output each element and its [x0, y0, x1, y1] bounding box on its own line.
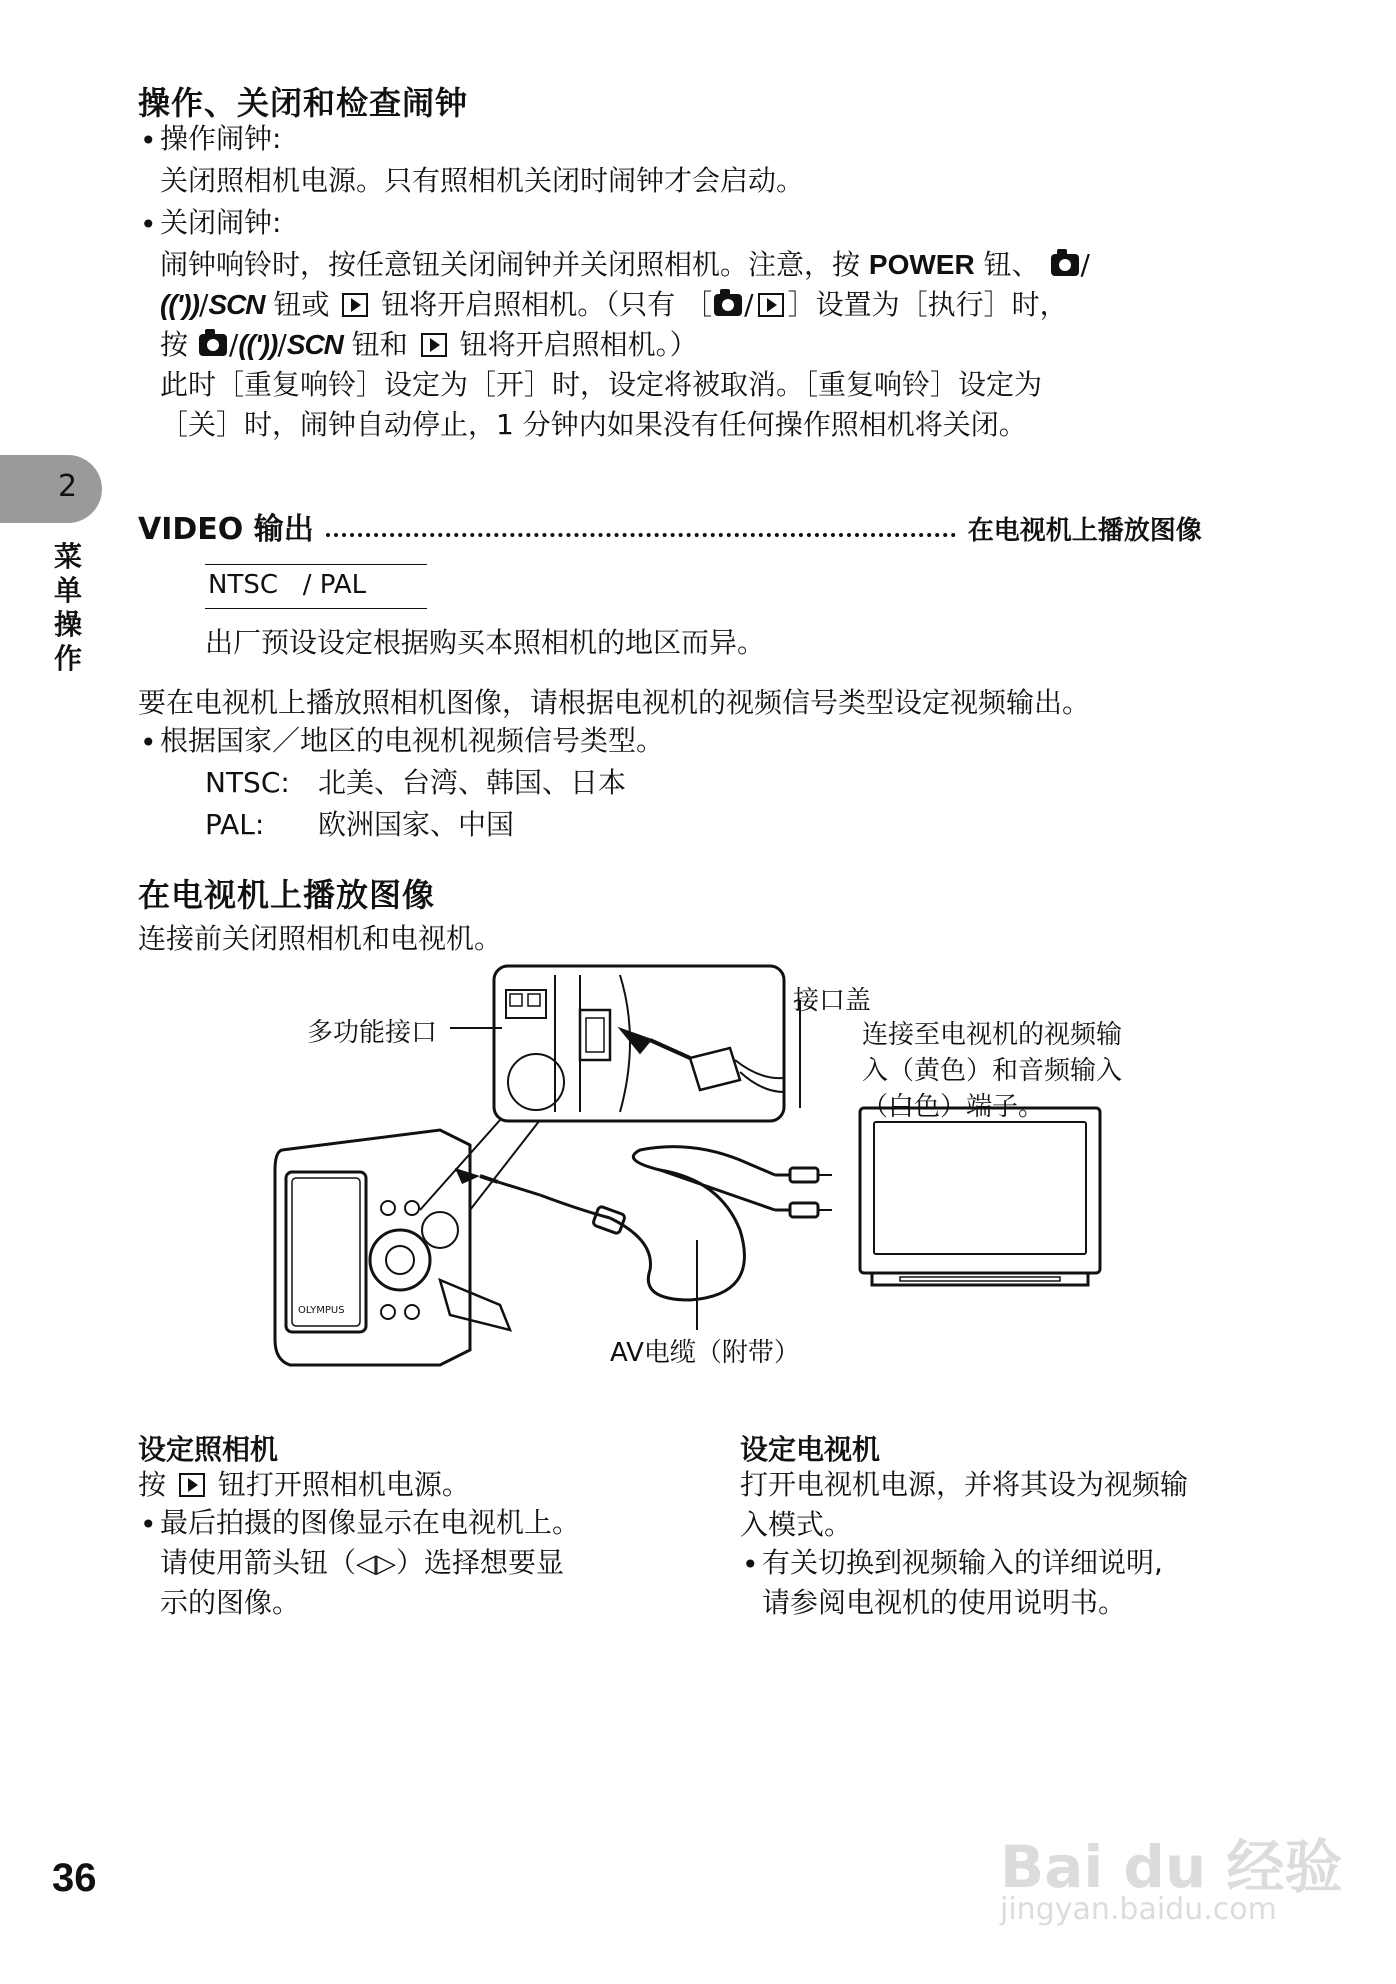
camera-illustration: [275, 1130, 510, 1365]
page-number: 36: [52, 1856, 97, 1900]
shake-icon: ((')): [160, 289, 199, 320]
label-connect-1: 连接至电视机的视频输: [862, 1020, 1123, 1050]
setup-camera-title: 设定照相机: [138, 1433, 279, 1466]
alarm-off-line-2: (('))/SCN 钮或 钮将开启照相机。（只有 ［ / ］设置为［执行］时，: [160, 288, 1068, 321]
tv-playback-title: 在电视机上播放图像: [138, 876, 436, 914]
text: 按: [138, 1468, 167, 1501]
setup-tv-line-2: 入模式。: [740, 1508, 853, 1541]
text: 闹钟响铃时，按任意钮关闭闹钟并关闭照相机。注意，按: [160, 248, 861, 281]
video-bullet: 根据国家／地区的电视机视频信号类型。: [160, 724, 665, 757]
setup-tv-b1: 有关切换到视频输入的详细说明,: [762, 1546, 1163, 1579]
camera-brand: OLYMPUS: [298, 1305, 345, 1316]
video-intro: 要在电视机上播放照相机图像，请根据电视机的视频信号类型设定视频输出。: [138, 686, 1091, 719]
tv-illustration: [860, 1108, 1100, 1285]
bullet-dot: •: [140, 124, 157, 157]
setup-tv-b2: 请参阅电视机的使用说明书。: [762, 1586, 1127, 1619]
scn-label: SCN: [286, 329, 343, 360]
text: 请使用箭头钮（: [160, 1546, 357, 1579]
playback-icon: [179, 1473, 205, 1497]
setup-camera-b2: [160, 1544, 564, 1583]
ntsc-value: 北美、台湾、韩国、日本: [318, 766, 627, 799]
alarm-off-line-4: 此时［重复响铃］设定为［开］时，设定将被取消。［重复响铃］设定为: [160, 368, 1043, 401]
watermark-url: jingyan.baidu.com: [1000, 1892, 1277, 1927]
video-note: 出厂预设设定根据购买本照相机的地区而异。: [205, 626, 766, 659]
bullet-dot: •: [140, 726, 157, 759]
text: 钮、: [983, 248, 1040, 281]
scn-label: SCN: [208, 289, 265, 320]
pal-label: PAL:: [205, 808, 265, 841]
video-output-ref: 在电视机上播放图像: [967, 516, 1202, 546]
watermark-brand: Bai du 经验: [1000, 1833, 1343, 1901]
text: ］设置为［执行］时，: [787, 288, 1068, 321]
text: 钮将开启照相机。（只有 ［: [381, 288, 713, 321]
ntsc-label: NTSC:: [205, 766, 290, 799]
bullet-dot: •: [140, 1508, 157, 1541]
alarm-op-text: 关闭照相机电源。只有照相机关闭时闹钟才会启动。: [160, 164, 805, 197]
text: ）选择想要显: [396, 1546, 565, 1579]
bullet-dot: •: [140, 208, 157, 241]
alarm-off-line-3: 按 /(('))/SCN 钮和 钮将开启照相机。）: [160, 328, 698, 361]
alarm-off-title: 关闭闹钟:: [160, 206, 282, 239]
text: 按: [160, 328, 189, 361]
tv-playback-intro: 连接前关闭照相机和电视机。: [138, 922, 503, 955]
text: 钮将开启照相机。）: [459, 328, 698, 361]
text: 钮打开照相机电源。: [217, 1468, 470, 1501]
text: 钮和: [351, 328, 408, 361]
alarm-title: 操作、关闭和检查闹钟: [138, 84, 469, 122]
chapter-label: 菜单操作: [53, 540, 82, 675]
alarm-off-line-1: 闹钟响铃时，按任意钮关闭闹钟并关闭照相机。注意，按 POWER 钮、 /: [160, 248, 1090, 281]
text: 钮或: [273, 288, 330, 321]
label-port-cover: 接口盖: [793, 986, 872, 1016]
video-output-title: VIDEO 输出: [138, 512, 314, 547]
setup-camera-line-1: [138, 1466, 470, 1504]
pal-value: 欧洲国家、中国: [318, 808, 515, 841]
setup-camera-b3: 示的图像。: [160, 1586, 301, 1619]
label-multi-port: 多功能接口: [307, 1018, 438, 1048]
video-options: NTSC / PAL: [208, 570, 367, 600]
label-av-cable: AV电缆（附带）: [610, 1338, 800, 1368]
label-connect-3: （白色）端子。: [862, 1092, 1045, 1122]
bullet-dot: •: [742, 1548, 759, 1581]
av-cable: [498, 1147, 832, 1300]
setup-camera-b1: 最后拍摄的图像显示在电视机上。: [160, 1506, 581, 1539]
chapter-number: 2: [58, 469, 78, 504]
port-zoom-inset: [494, 966, 784, 1121]
power-label: POWER: [868, 249, 975, 280]
setup-tv-line-1: 打开电视机电源，并将其设为视频输: [740, 1468, 1189, 1501]
shake-icon: ((')): [238, 329, 278, 360]
arrow-left-right-icon: ◁▷: [356, 1549, 397, 1579]
alarm-op-title: 操作闹钟:: [160, 122, 282, 155]
alarm-off-line-5: ［关］时，闹钟自动停止，1 分钟内如果没有任何操作照相机将关闭。: [160, 408, 1027, 441]
label-connect-2: 入（黄色）和音频输入: [862, 1056, 1123, 1086]
setup-tv-title: 设定电视机: [740, 1433, 881, 1466]
